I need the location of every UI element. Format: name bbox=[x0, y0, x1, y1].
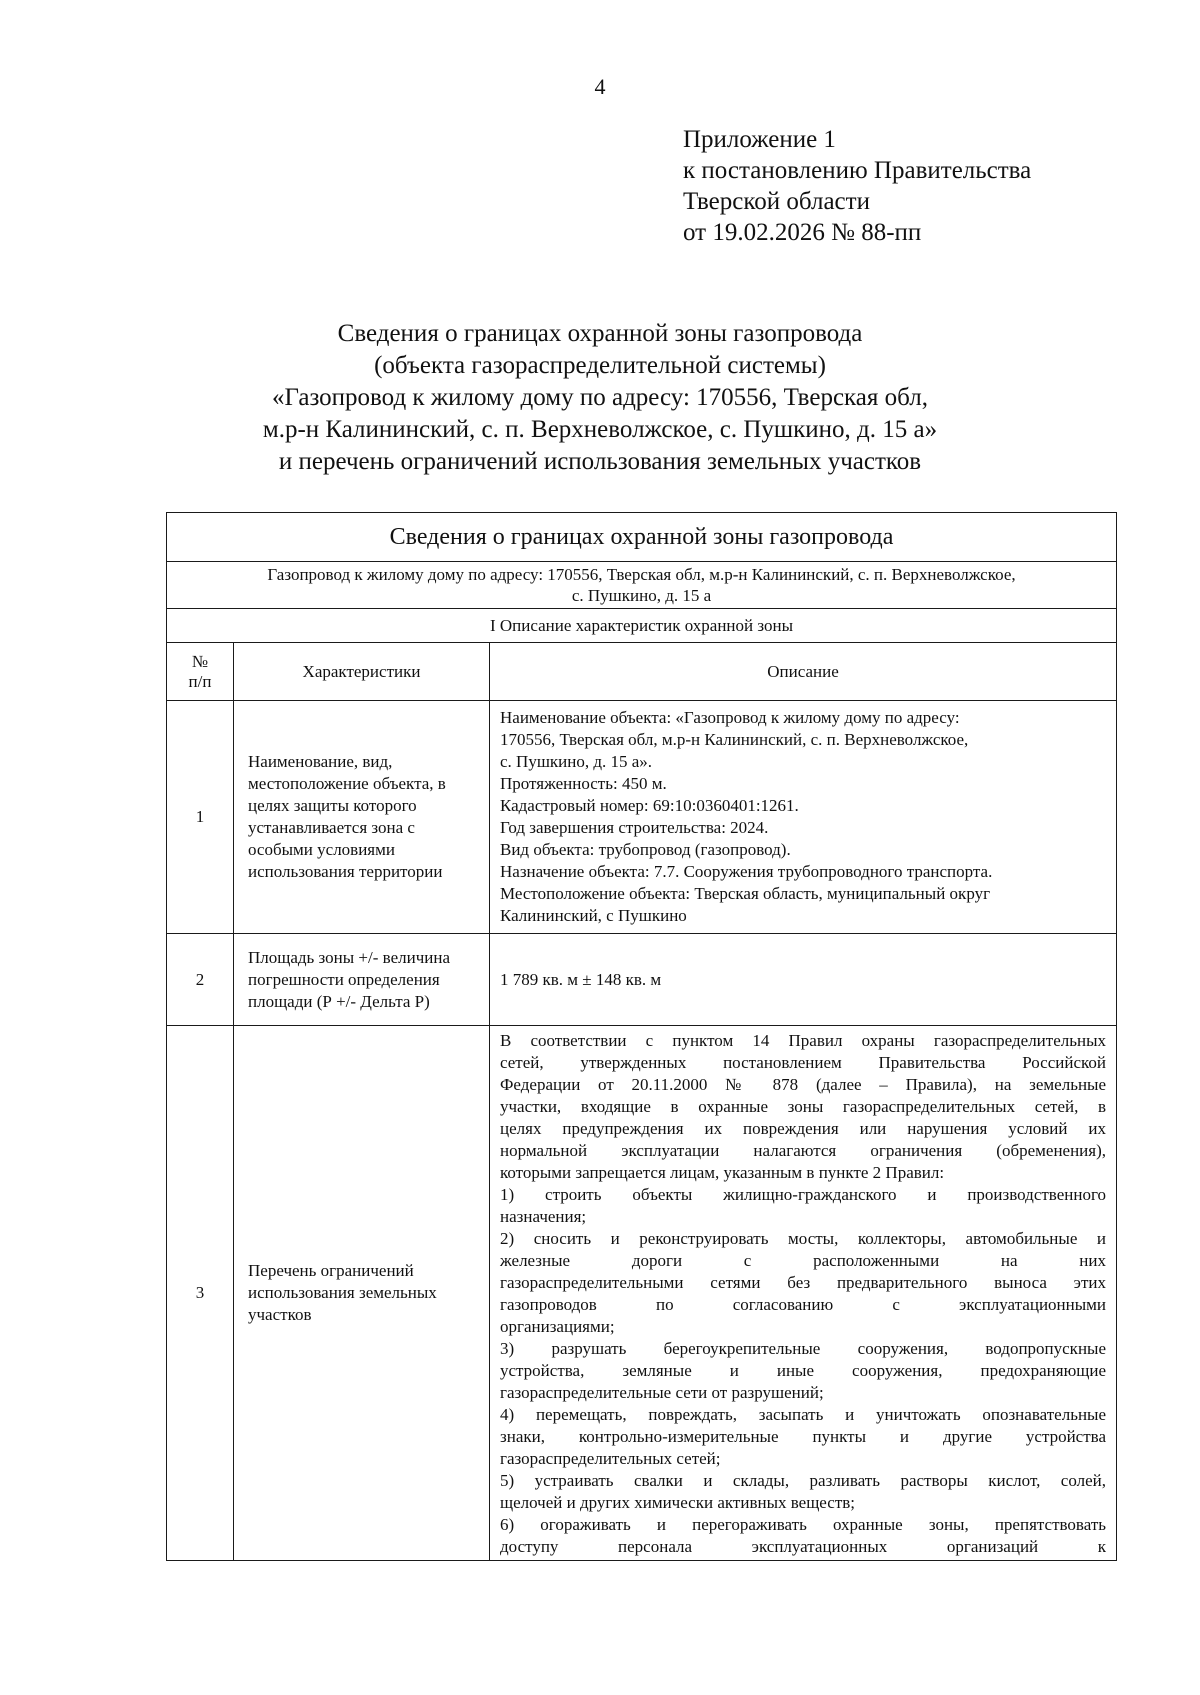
description-line: участки, входящие в охранные зоны газораспределительных сетей, в bbox=[500, 1097, 1107, 1116]
object-header-line: Газопровод к жилому дому по адресу: 170556, Тверская обл, м.р-н Калининский, с. п. Верхневолжское, bbox=[267, 565, 1016, 584]
description-line: газопроводов по согласованию с эксплуатационными bbox=[500, 1295, 1107, 1314]
col-header-number bbox=[167, 643, 234, 701]
description-line: 1 789 кв. м ± 148 кв. м bbox=[500, 969, 662, 989]
table-main-header: Сведения о границах охранной зоны газопровода bbox=[167, 513, 1117, 562]
description-line: устройства, земляные и иные сооружения, предохраняющие bbox=[500, 1361, 1107, 1380]
description-line: Федерации от 20.11.2000 № 878 (далее – Правила), на земельные bbox=[500, 1075, 1107, 1094]
document-title bbox=[0, 318, 1200, 478]
description-line: нормальной эксплуатации налагаются ограничения (обременения), bbox=[500, 1141, 1107, 1160]
description-line: Местоположение объекта: Тверская область, муниципальный округ bbox=[500, 884, 991, 903]
row-number: 1 bbox=[167, 701, 234, 934]
description-line: с. Пушкино, д. 15 а». bbox=[500, 752, 653, 771]
description-line: которыми запрещается лицам, указанным в пункте 2 Правил: bbox=[500, 1163, 945, 1182]
col-header-characteristics: Характеристики bbox=[234, 643, 490, 701]
col-number-sign: № bbox=[191, 651, 209, 671]
description-line: 6) огораживать и перегораживать охранные зоны, препятствовать bbox=[500, 1515, 1107, 1534]
description-line: газораспределительных сетей; bbox=[500, 1449, 721, 1468]
row-number: 3 bbox=[167, 1026, 234, 1561]
description-line: В соответствии с пунктом 14 Правил охраны газораспределительных bbox=[500, 1031, 1107, 1050]
description-line: Год завершения строительства: 2024. bbox=[500, 818, 769, 837]
row-description bbox=[490, 1026, 1117, 1561]
description-line: Кадастровый номер: 69:10:0360401:1261. bbox=[500, 796, 799, 815]
description-line: целях предупреждения их повреждения или нарушения условий их bbox=[500, 1119, 1107, 1138]
description-line: Наименование объекта: «Газопровод к жилому дому по адресу: bbox=[500, 708, 960, 727]
row-number: 2 bbox=[167, 934, 234, 1026]
table-row bbox=[167, 934, 1117, 1026]
description-line: Назначение объекта: 7.7. Сооружения трубопроводного транспорта. bbox=[500, 862, 993, 881]
table-row bbox=[167, 1026, 1117, 1561]
zone-info-table bbox=[166, 512, 1117, 1561]
description-line: организациями; bbox=[500, 1317, 615, 1336]
description-line: Калининский, с Пушкино bbox=[500, 906, 687, 925]
appendix-line: Приложение 1 bbox=[683, 126, 836, 153]
description-line: железные дороги с расположенными на них bbox=[500, 1251, 1107, 1270]
row-description bbox=[490, 701, 1117, 934]
table-object-header bbox=[167, 562, 1117, 609]
title-line: Сведения о границах охранной зоны газопровода bbox=[337, 320, 863, 347]
description-line: 3) разрушать берегоукрепительные сооружения, водопропускные bbox=[500, 1339, 1107, 1358]
appendix-reference bbox=[683, 124, 1031, 248]
title-line: «Газопровод к жилому дому по адресу: 170556, Тверская обл, bbox=[272, 384, 928, 411]
appendix-line: Тверской области bbox=[683, 188, 870, 215]
col-number-abbr: п/п bbox=[188, 671, 212, 691]
title-line: и перечень ограничений использования земельных участков bbox=[278, 448, 922, 475]
description-line: щелочей и других химически активных веществ; bbox=[500, 1493, 855, 1512]
description-line: газораспределительными сетями без предварительного выноса этих bbox=[500, 1273, 1107, 1292]
description-line: газораспределительные сети от разрушений; bbox=[500, 1383, 824, 1402]
description-line: 1) строить объекты жилищно-гражданского и производственного bbox=[500, 1185, 1107, 1204]
title-line: (объекта газораспределительной системы) bbox=[374, 352, 826, 379]
description-line: 5) устраивать свалки и склады, разливать растворы кислот, солей, bbox=[500, 1471, 1107, 1490]
description-line: 4) перемещать, повреждать, засыпать и уничтожать опознавательные bbox=[500, 1405, 1107, 1424]
table-row bbox=[167, 701, 1117, 934]
description-line: знаки, контрольно-измерительные пункты и другие устройства bbox=[500, 1427, 1107, 1446]
object-header-line: с. Пушкино, д. 15 а bbox=[571, 586, 712, 605]
page-number: 4 bbox=[594, 74, 606, 99]
appendix-line: к постановлению Правительства bbox=[683, 157, 1032, 184]
description-line: сетей, утвержденных постановлением Правительства Российской bbox=[500, 1053, 1107, 1072]
row-characteristic: Перечень ограничений использования земельных участков bbox=[234, 1026, 490, 1561]
appendix-date-number: от 19.02.2026 № 88-пп bbox=[683, 219, 922, 246]
description-line: 2) сносить и реконструировать мосты, коллекторы, автомобильные и bbox=[500, 1229, 1107, 1248]
description-line: Протяженность: 450 м. bbox=[500, 774, 667, 793]
row-characteristic: Площадь зоны +/- величина погрешности определения площади (Р +/- Дельта Р) bbox=[234, 934, 490, 1026]
description-line: назначения; bbox=[500, 1207, 587, 1226]
section-title: I Описание характеристик охранной зоны bbox=[167, 609, 1117, 643]
description-line: Вид объекта: трубопровод (газопровод). bbox=[500, 840, 791, 859]
row-description bbox=[490, 934, 1117, 1026]
description-line: 170556, Тверская обл, м.р-н Калининский, с. п. Верхневолжское, bbox=[500, 730, 969, 749]
row-characteristic: Наименование, вид, местоположение объекта, в целях защиты которого устанавливается зона с особыми условиями использования территории bbox=[234, 701, 490, 934]
title-line: м.р-н Калининский, с. п. Верхневолжское, с. Пушкино, д. 15 а» bbox=[262, 416, 938, 443]
description-line: доступу персонала эксплуатационных организаций к bbox=[500, 1537, 1107, 1556]
col-header-description: Описание bbox=[490, 643, 1117, 701]
